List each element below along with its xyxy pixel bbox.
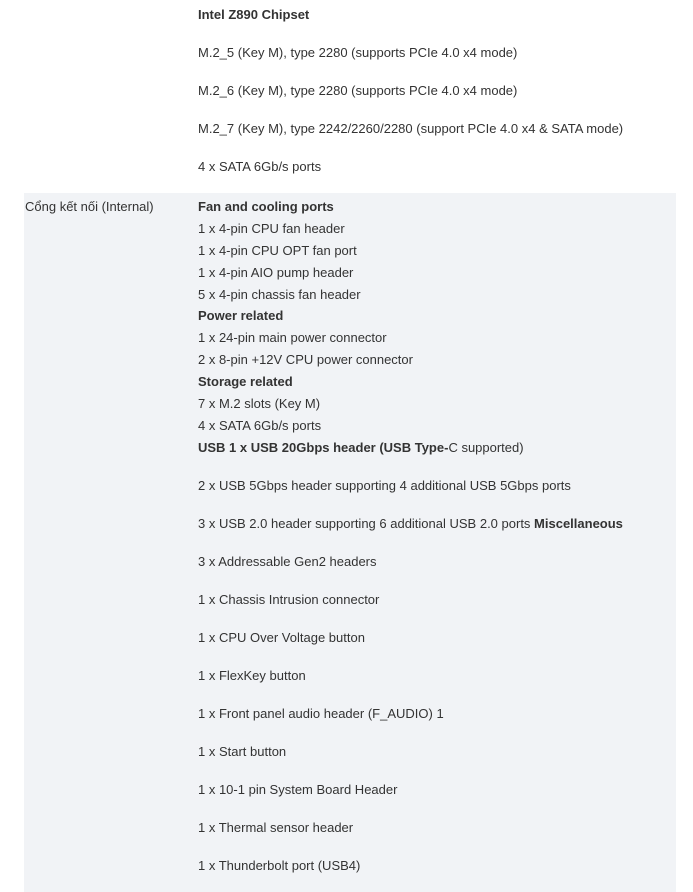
row-label: Cổng kết nối (Internal) [25,199,154,214]
usb-header-rest: C supported) [448,440,524,455]
spec-line: M.2_7 (Key M), type 2242/2260/2280 (support PCIe 4.0 x4 & SATA mode) [198,121,624,136]
misc-section-heading: Miscellaneous [534,516,623,531]
spec-line: 1 x Thunderbolt port (USB4) [198,858,361,873]
spec-line: 1 x 4-pin AIO pump header [198,265,354,280]
spec-line: 4 x SATA 6Gb/s ports [198,159,322,174]
spec-row-internal-connectors [24,193,676,892]
spec-line: M.2_6 (Key M), type 2280 (supports PCIe 4.0 x4 mode) [198,83,518,98]
spec-line: 1 x 10-1 pin System Board Header [198,782,398,797]
storage-section-heading: Storage related [198,374,293,389]
usb-section-heading: USB 1 x USB 20Gbps header (USB Type- [198,440,449,455]
spec-line: 1 x Front panel audio header (F_AUDIO) 1 [198,706,444,721]
spec-line: 3 x Addressable Gen2 headers [198,554,377,569]
power-section-heading: Power related [198,308,284,323]
spec-line: 1 x Chassis Intrusion connector [198,592,380,607]
spec-line: 4 x SATA 6Gb/s ports [198,418,322,433]
spec-line: 2 x 8-pin +12V CPU power connector [198,352,413,367]
spec-line: 1 x Start button [198,744,287,759]
spec-line: 7 x M.2 slots (Key M) [198,396,321,411]
spec-line: 1 x Thermal sensor header [198,820,354,835]
spec-line: 2 x USB 5Gbps header supporting 4 additional USB 5Gbps ports [198,478,571,493]
spec-line: 5 x 4-pin chassis fan header [198,287,361,302]
spec-line: M.2_5 (Key M), type 2280 (supports PCIe 4.0 x4 mode) [198,45,518,60]
spec-line: 1 x CPU Over Voltage button [198,630,365,645]
spec-row-chipset-storage [24,0,676,192]
fan-section-heading: Fan and cooling ports [198,199,334,214]
usb2-text: 3 x USB 2.0 header supporting 6 additional USB 2.0 ports [198,516,535,531]
usb2-line [198,516,623,532]
spec-line: 1 x FlexKey button [198,668,306,683]
spec-line: 1 x 24-pin main power connector [198,330,387,345]
usb-header-line [198,440,524,456]
spec-line: 1 x 4-pin CPU fan header [198,221,345,236]
chipset-heading: Intel Z890 Chipset [198,7,310,22]
spec-line: 1 x 4-pin CPU OPT fan port [198,243,357,258]
